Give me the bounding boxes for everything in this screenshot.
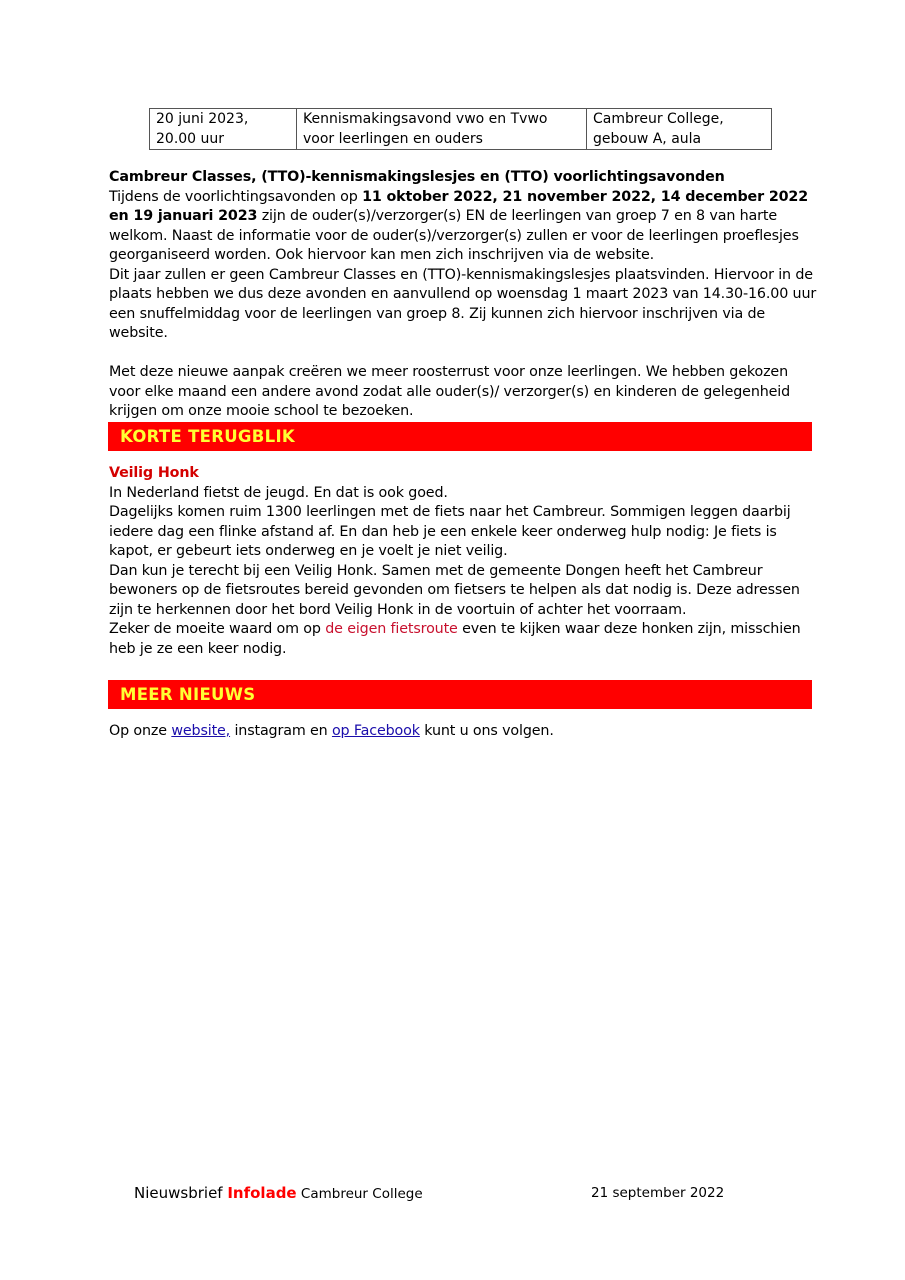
website-link[interactable]: website, bbox=[171, 723, 231, 739]
meer-nieuws-before: Op onze bbox=[109, 723, 172, 739]
meer-nieuws-banner bbox=[108, 680, 812, 709]
korte-terugblik-banner bbox=[108, 422, 812, 451]
footer-school: Cambreur College bbox=[296, 1186, 423, 1202]
veilig-honk-p4-after: even te kijken waar deze honken zijn, misschien heb je ze een keer nodig. bbox=[109, 621, 801, 657]
meer-nieuws-title: MEER NIEUWS bbox=[120, 685, 256, 704]
schedule-event-line1: Kennismakingsavond vwo en Tvwo bbox=[303, 111, 548, 127]
classes-paragraph-1 bbox=[109, 188, 819, 266]
schedule-location-cell bbox=[587, 109, 772, 150]
veilig-honk-p4-before: Zeker de moeite waard om op bbox=[109, 621, 326, 637]
footer-prefix: Nieuwsbrief bbox=[134, 1184, 228, 1202]
footer-title bbox=[134, 1184, 423, 1202]
korte-terugblik-title: KORTE TERUGBLIK bbox=[120, 427, 295, 446]
meer-nieuws-middle: instagram en bbox=[230, 723, 332, 739]
table-row bbox=[150, 109, 772, 150]
schedule-location-line2: gebouw A, aula bbox=[593, 131, 702, 147]
veilig-honk-paragraph-3: Dan kun je terecht bij een Veilig Honk. Samen met de gemeente Dongen heeft het Cambreur bewoners op de fietsroutes bereid gevonden om fietsers te helpen als dat nodig is. Deze adressen zijn te herkennen door het bord Veilig Honk in de voortuin of achter het voorraam. bbox=[109, 562, 800, 618]
schedule-event-cell bbox=[297, 109, 587, 150]
meer-nieuws-paragraph bbox=[109, 722, 819, 742]
facebook-link[interactable]: op Facebook bbox=[331, 723, 420, 739]
classes-heading: Cambreur Classes, (TTO)-kennismakingslesjes en (TTO) voorlichtingsavonden bbox=[109, 169, 725, 185]
classes-section bbox=[109, 168, 819, 422]
schedule-date-line1: 20 juni 2023, bbox=[156, 111, 249, 127]
classes-p1-intro: Tijdens de voorlichtingsavonden op bbox=[109, 188, 363, 205]
veilig-honk-paragraph-4 bbox=[109, 620, 819, 659]
fietsroute-link[interactable]: de eigen fietsroute bbox=[325, 621, 458, 637]
veilig-honk-paragraph-2: Dagelijks komen ruim 1300 leerlingen met de fiets naar het Cambreur. Sommigen leggen daarbij iedere dag een flinke afstand af. En dan heb je een enkele keer onderweg hulp nodig: Je fiets is kapot, er gebeurt iets onderweg en je voelt je niet veilig. bbox=[109, 504, 791, 559]
meer-nieuws-after: kunt u ons volgen. bbox=[419, 723, 554, 739]
veilig-honk-heading: Veilig Honk bbox=[109, 465, 199, 481]
schedule-date-line2: 20.00 uur bbox=[156, 131, 225, 147]
classes-paragraph-2: Dit jaar zullen er geen Cambreur Classes en (TTO)-kennismakingslesjes plaatsvinden. Hiervoor in de plaats hebben we dus deze avonden en aanvullend op woensdag 1 maart 2023 van 14.30-16.00 uur een snuffelmiddag voor de leerlingen van groep 8. Zij kunnen zich hiervoor inschrijven via de website. bbox=[109, 266, 817, 341]
schedule-table bbox=[149, 108, 772, 150]
veilig-honk-paragraph-1: In Nederland fietst de jeugd. En dat is ook goed. bbox=[109, 484, 448, 501]
page-footer bbox=[134, 1184, 774, 1206]
veilig-honk-section bbox=[109, 464, 819, 659]
footer-date: 21 september 2022 bbox=[591, 1185, 725, 1201]
meer-nieuws-section bbox=[109, 722, 819, 742]
schedule-location-line1: Cambreur College, bbox=[593, 111, 724, 127]
classes-p1-dates: 11 oktober 2022, 21 november 2022, 14 december 2022 en 19 januari 2023 bbox=[109, 188, 809, 224]
schedule-date-cell bbox=[150, 109, 297, 150]
schedule-event-line2: voor leerlingen en ouders bbox=[303, 131, 483, 147]
classes-paragraph-3: Met deze nieuwe aanpak creëren we meer roosterrust voor onze leerlingen. We hebben gekozen voor elke maand een andere avond zodat alle ouder(s)/ verzorger(s) en kinderen de gelegenheid krijgen om onze mooie school te bezoeken. bbox=[109, 364, 791, 419]
footer-brand: Infolade bbox=[227, 1184, 297, 1202]
classes-p1-rest: zijn de ouder(s)/verzorger(s) EN de leerlingen van groep 7 en 8 van harte welkom. Naast de informatie voor de ouder(s)/verzorger(s) zullen er voor de leerlingen proeflesjes georganiseerd worden. Ook hiervoor kan men zich inschrijven via de website. bbox=[109, 208, 799, 263]
